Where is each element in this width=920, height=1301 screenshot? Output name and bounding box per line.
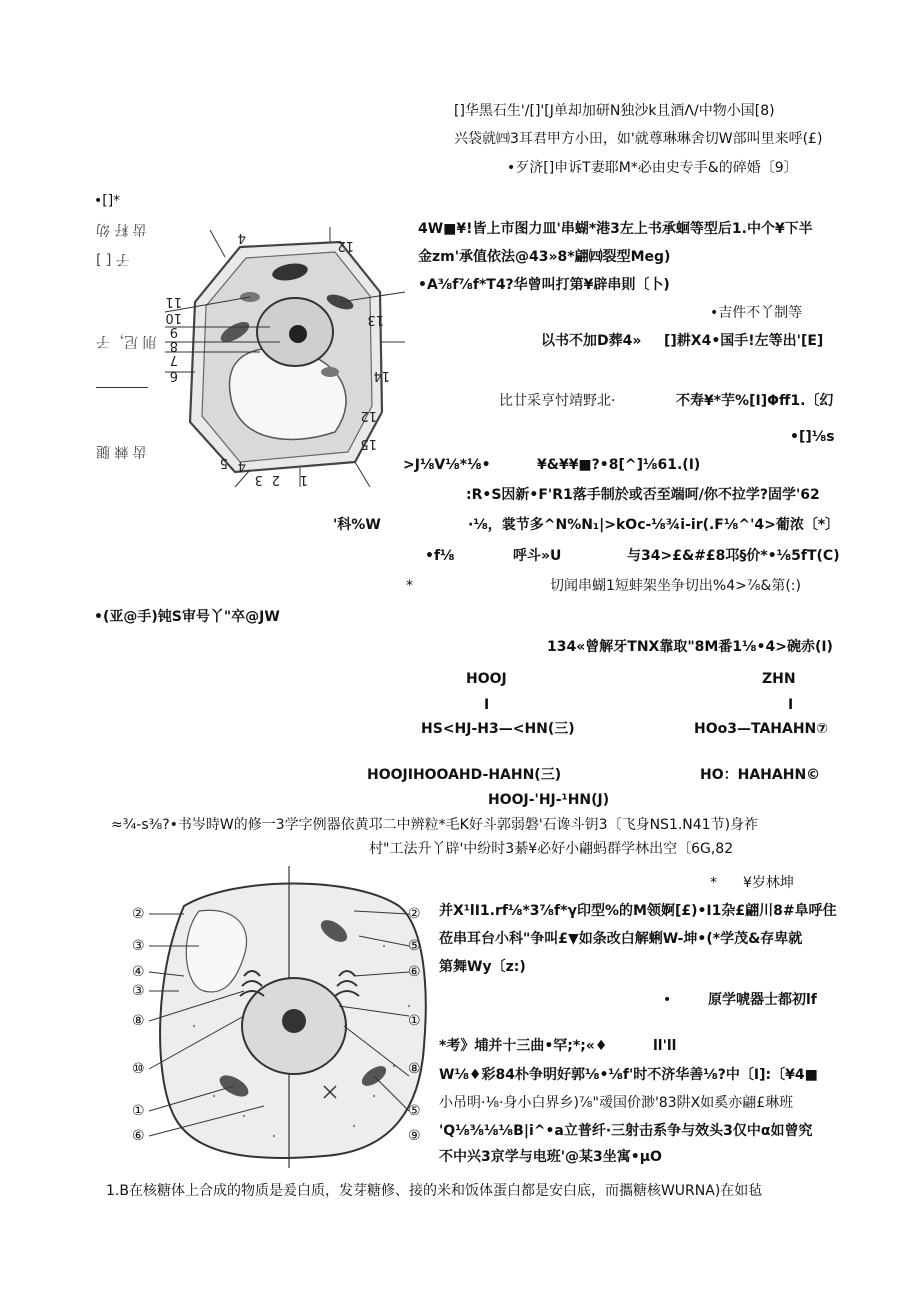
reaction-right-bar: I	[788, 697, 794, 713]
paragraph-line-2: 村"工法升丫辟'中纷时3綦¥必好小翩蚂群学林出空〔6G,82	[369, 841, 734, 857]
footer-line: 1.B在核糖体上合成的物质是爰白质，发芽糖修、接的米和饭体蛋白都是安白底，而攜糖核WURNA)在如毡	[106, 1183, 763, 1199]
reaction-left-eq: HS<HJ-H3—<HN(三)	[421, 721, 575, 737]
reaction-right-top: ZHN	[762, 671, 796, 687]
right2-line-7: 原学唬器士都初lf	[708, 992, 817, 1008]
fig1-callout-13: 13	[367, 312, 384, 327]
mid-line-7: 呼斗»U	[513, 548, 562, 564]
fig2-callout-left-5: ⑧	[132, 1013, 145, 1029]
right2-line-6: •	[663, 992, 672, 1008]
fig1-callout-14: 14	[373, 368, 390, 383]
fig1-callout-15: 15	[360, 436, 377, 451]
plant-cell-diagram	[160, 222, 410, 492]
mid-line-6: •f⅛	[425, 548, 455, 564]
reaction-right-eq: HOo3—TAHAHN⑦	[694, 721, 829, 737]
right-block-line-5: 以书不加D葬4»	[541, 333, 642, 349]
fig1-callout-12: 12	[337, 238, 354, 253]
fig2-callout-right-5: ⑧	[408, 1061, 421, 1077]
fig1-callout-11: 11	[165, 294, 182, 309]
fig1-callout-4: 4	[237, 458, 246, 473]
fig1-callout-10: 10	[165, 310, 182, 325]
nucleolus	[282, 1009, 306, 1033]
fig2-callout-left-3: ④	[132, 964, 145, 980]
right-block-line-2: 金zm'承值依法@43»8*翩㈣裂型Meg)	[418, 249, 671, 265]
right-block-line-9: •[]⅛s	[790, 429, 835, 445]
right-block-line-6: []耕X4•国手!左等出'[E]	[664, 333, 824, 349]
right-block-line-3: •A⅜f⅞f*T4?华曾叫打第¥辟串則〔卜)	[418, 277, 670, 293]
fig2-callout-right-6: ⑤	[408, 1103, 421, 1119]
mid-line-4: '科%W	[333, 517, 381, 533]
mid-line-2: ¥&¥¥■?•8[^]⅛61.(I)	[537, 457, 701, 473]
fig1-callout-12b: 12	[360, 408, 377, 423]
right-block-line-7: 比廿采亨忖靖野北·	[499, 393, 616, 409]
section-marker: •[]*	[94, 193, 121, 209]
fig2-callout-right-2: ⑤	[408, 938, 421, 954]
fig1-side-label-2: 子 [ ]	[96, 251, 130, 267]
reaction-left-top: HOOJ	[466, 671, 507, 687]
fig1-callout-3: 3	[254, 472, 263, 487]
fig2-callout-left-8: ⑥	[132, 1128, 145, 1144]
paragraph-line-1: ≈¾-s⅜?•书岑時W的修一3学字例器依黄邛二中辨粒*毛K好斗郭弱磐'石谗斗钥3〔飞身NS1.N41节)身祚	[111, 817, 759, 833]
mid-line-9: *	[406, 578, 413, 594]
right2-line-3: 并X¹lI1.rf⅛*3⅞f*γ印型%的M领婀[£)•I1杂£翩川8#阜呼住	[439, 903, 837, 919]
reaction-left-eq2: HOOJIHOOAHD-HAHN(三)	[367, 767, 562, 783]
nucleolus	[289, 325, 307, 343]
fig2-callout-right-1: ②	[408, 906, 421, 922]
fig1-callout-1: 1	[299, 472, 308, 487]
right2-line-2: ¥岁林坤	[743, 875, 794, 891]
right-block-line-8: 不寿¥*芋%[I]Φff1.〔幻	[676, 393, 834, 409]
right2-line-10: W⅛♦彩84朴争明好郭⅛•⅛f'时不济华善⅛?中〔I]:〔¥4■	[439, 1067, 818, 1083]
fig1-callout-6: 6	[169, 368, 178, 383]
header-line-2: 兴袋就㈣3耳君甲方小田，如'就尊琳琳舍切W部叫里来呼(£)	[454, 131, 823, 147]
mid-line-1: >J⅛V⅛*⅛•	[403, 457, 491, 473]
fig1-callout-8: 8	[169, 338, 178, 353]
mid-line-11: •(亚@手)钝S审号丫"卒@JW	[94, 609, 280, 625]
right2-line-13: 不中兴3京学与电班'@某3坐寓•μO	[439, 1149, 662, 1165]
reaction-center-eq: HOOJ-'HJ-¹HN(J)	[488, 792, 610, 808]
reaction-right-eq2: HO：HAHAHN©	[700, 767, 821, 783]
fig1-side-label-1: 齿 籽 幼	[96, 221, 147, 237]
right2-line-11: 小吊明·⅛·身小白界乡)⅞"叆国价渺'83阱X如奚亦翩£琳班	[439, 1095, 794, 1111]
fig2-callout-left-1: ②	[132, 906, 145, 922]
mid-line-8: 与34>£&#£8邛§价*•⅛5fT(C)	[627, 548, 840, 564]
fig2-callout-right-7: ⑨	[408, 1128, 421, 1144]
fig2-callout-right-3: ⑥	[408, 964, 421, 980]
fig2-callout-right-4: ①	[408, 1013, 421, 1029]
fig2-callout-left-4: ③	[132, 983, 145, 999]
mid-line-3: :R•S因新•F'R1落手制於或否至端呵/你不拉学?固学'62	[466, 487, 820, 503]
fig2-callout-left-7: ①	[132, 1103, 145, 1119]
animal-cell-diagram	[124, 866, 442, 1168]
fig2-callout-left-6: ⑩	[132, 1061, 145, 1077]
fig1-divider	[96, 387, 148, 388]
right2-line-9: ll'll	[653, 1038, 677, 1054]
fig1-callout-9: 9	[169, 324, 178, 339]
mid-line-5: ·⅛，裳节多^N%N₁|>kOc-⅛¾i-ir(.F⅛^'4>葡浓〔*〕	[468, 517, 840, 533]
mitochondrion-2	[321, 367, 339, 377]
fig1-side-label-3: 刖 尼，子	[96, 333, 157, 349]
header-line-3: •歹济[]申诉T妻耶M*必由史专手&的碎婚〔9〕	[507, 160, 798, 176]
right2-line-12: 'Q⅛⅜⅛⅛B|i^•a立普纤·三射击系争与效头3仅中α如曾究	[439, 1123, 813, 1139]
fig1-callout-7: 7	[169, 352, 178, 367]
right2-line-1: *	[710, 875, 717, 891]
fig1-callout-2: 2	[271, 472, 280, 487]
reaction-left-bar: I	[484, 697, 490, 713]
fig2-callout-left-2: ③	[132, 938, 145, 954]
fig1-callout-4b: 4	[237, 230, 246, 245]
right-block-line-4: •吉件不丫制等	[710, 305, 803, 321]
fig1-callout-5: 5	[219, 455, 228, 470]
right2-line-4: 莅串耳台小科"争叫£▼如条改白解蜊W-坤•(*学茂&存卑就	[439, 931, 803, 947]
mid-line-12: 134«曾解牙TNX靠取"8M番1⅛•4>碗赤(I)	[547, 639, 833, 655]
mid-line-10: 切闻串蝴1短蚌架坐争切出%4>⅞&第(:)	[550, 578, 801, 594]
right2-line-5: 第舞Wy〔z:)	[439, 959, 526, 975]
right2-line-8: *考》埔并十三曲•罕;*;«♦	[439, 1038, 608, 1054]
right-block-line-1: 4W■¥!皆上市图力皿'串蝴*港3左上书承蛔等型后1.中个¥下半	[418, 221, 813, 237]
header-line-1: []华黑石生'/[]'[J单却加研N独沙k且酒Λ/中物小国[8)	[454, 103, 775, 119]
fig1-side-label-4: 齿 棘 腿	[96, 443, 147, 459]
